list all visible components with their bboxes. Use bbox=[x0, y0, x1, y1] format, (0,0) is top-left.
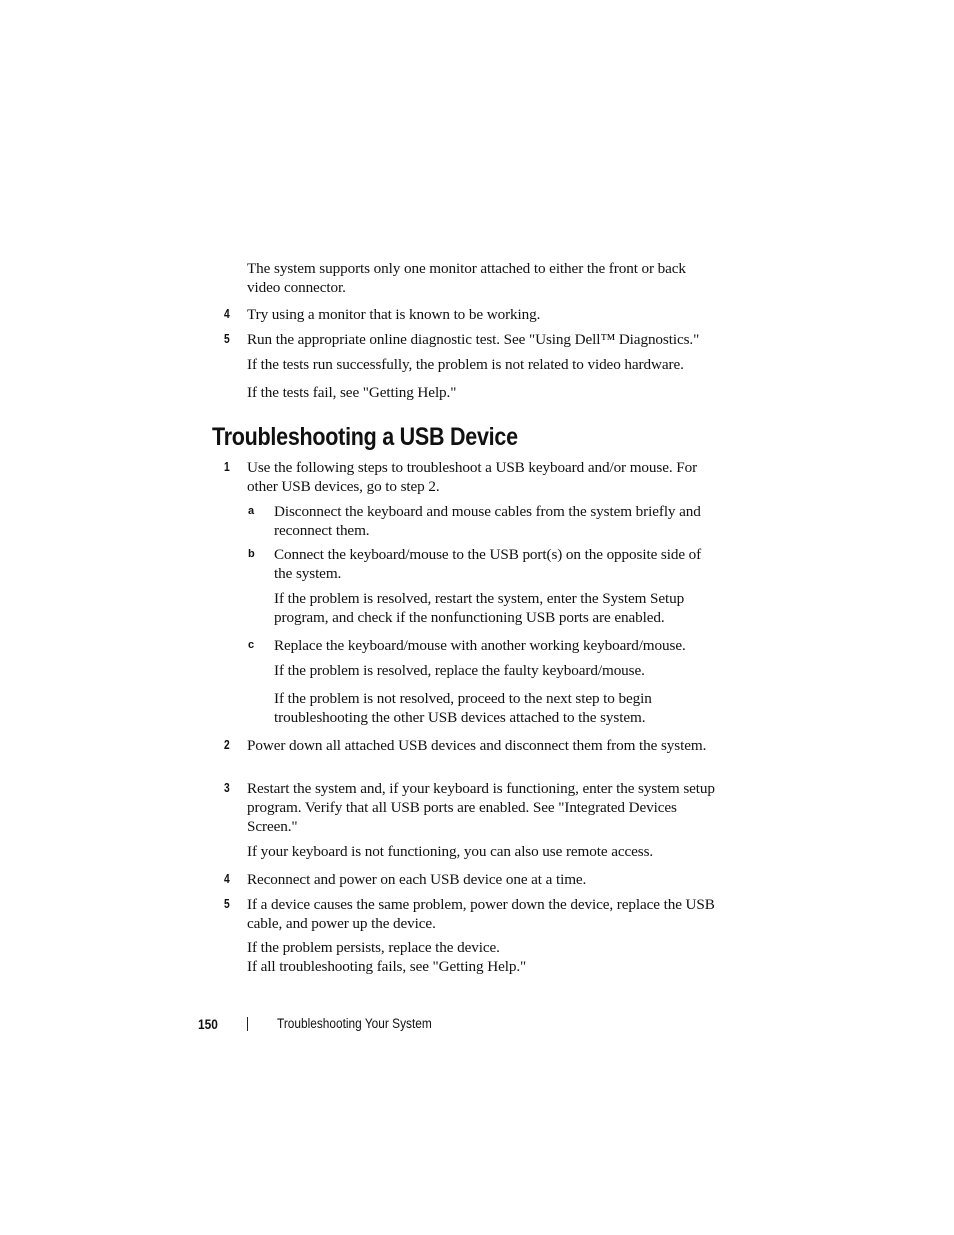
step-number: 3 bbox=[224, 781, 230, 795]
monitor-support-note: The system supports only one monitor attached to either the front or back video connector. bbox=[247, 260, 686, 296]
step-text: Use the following steps to troubleshoot a USB keyboard and/or mouse. For other USB devices, go to step 2. bbox=[247, 459, 698, 495]
substep-note: If the problem is resolved, replace the faulty keyboard/mouse. bbox=[274, 662, 645, 679]
step-number: 1 bbox=[224, 460, 230, 474]
footer-divider bbox=[247, 1017, 248, 1031]
substep-text: Replace the keyboard/mouse with another working keyboard/mouse. bbox=[274, 637, 686, 654]
step-text: If a device causes the same problem, power down the device, replace the USB cable, and power up the device. bbox=[247, 896, 715, 932]
step-text: Restart the system and, if your keyboard is functioning, enter the system setup program. Verify that all USB ports are enabled. See "Integrated Devices Screen." bbox=[247, 780, 715, 835]
step-number: 5 bbox=[224, 332, 230, 346]
footer-chapter-title: Troubleshooting Your System bbox=[277, 1016, 432, 1031]
substep-text: Connect the keyboard/mouse to the USB port(s) on the opposite side of the system. bbox=[274, 546, 702, 582]
step-note: If your keyboard is not functioning, you can also use remote access. bbox=[247, 843, 654, 860]
step-number: 2 bbox=[224, 738, 230, 752]
step-number: 5 bbox=[224, 897, 230, 911]
step-text: Run the appropriate online diagnostic test. See "Using Dell™ Diagnostics." bbox=[247, 331, 700, 348]
substep-note: If the problem is not resolved, proceed to the next step to begin troubleshooting the other USB devices attached to the system. bbox=[274, 690, 652, 726]
step-text: Power down all attached USB devices and disconnect them from the system. bbox=[247, 737, 707, 754]
substep-letter: b bbox=[248, 548, 255, 560]
substep-letter: a bbox=[248, 505, 255, 517]
step-note: If the problem persists, replace the device. bbox=[247, 939, 500, 956]
step-number: 4 bbox=[224, 872, 230, 886]
video-success-note: If the tests run successfully, the problem is not related to video hardware. bbox=[247, 356, 684, 373]
substep-text: Disconnect the keyboard and mouse cables from the system briefly and reconnect them. bbox=[274, 503, 701, 539]
substep-letter: c bbox=[248, 639, 255, 651]
section-heading: Troubleshooting a USB Device bbox=[212, 423, 518, 451]
video-fail-note: If the tests fail, see "Getting Help." bbox=[247, 384, 457, 401]
page-number: 150 bbox=[198, 1016, 218, 1032]
step-text: Reconnect and power on each USB device one at a time. bbox=[247, 871, 587, 888]
substep-note: If the problem is resolved, restart the system, enter the System Setup program, and check if the nonfunctioning USB ports are enabled. bbox=[274, 590, 685, 626]
step-number: 4 bbox=[224, 307, 230, 321]
step-text: Try using a monitor that is known to be working. bbox=[247, 306, 541, 323]
step-note: If all troubleshooting fails, see "Getting Help." bbox=[247, 958, 527, 975]
